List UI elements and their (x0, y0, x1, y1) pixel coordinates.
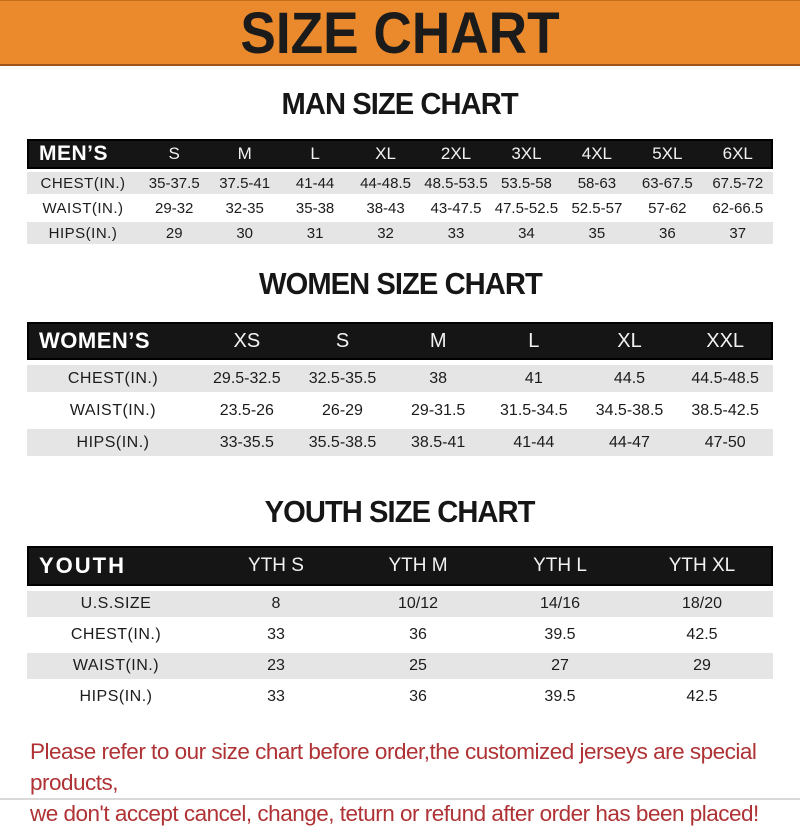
size-cell: 29-32 (155, 199, 194, 217)
size-cell: 38 (429, 369, 448, 387)
size-cell: 34.5-38.5 (595, 401, 664, 419)
size-cell: 29-31.5 (411, 401, 466, 419)
row-label: HIPS(IN.) (79, 688, 153, 705)
size-cell: 25 (409, 657, 427, 674)
size-cell: 39.5 (544, 626, 576, 643)
size-cell: 37 (729, 224, 747, 242)
youth-size-table (27, 546, 773, 710)
column-header: XL (375, 144, 396, 163)
size-cell: 32 (377, 224, 394, 242)
table-corner-label: MEN’S (39, 142, 109, 165)
size-cell: 34 (518, 224, 535, 242)
size-cell: 23 (267, 657, 285, 674)
banner-title: SIZE CHART (240, 0, 560, 66)
size-cell: 43-47.5 (430, 199, 482, 217)
column-header: YTH XL (668, 555, 736, 576)
man-section-title-text: MAN SIZE CHART (281, 86, 519, 121)
size-cell: 58-63 (577, 174, 617, 192)
row-label: HIPS(IN.) (48, 224, 118, 242)
column-header: 5XL (652, 144, 683, 163)
women-size-table (27, 322, 773, 456)
size-cell: 47.5-52.5 (494, 199, 559, 217)
column-header: M (237, 144, 252, 163)
column-header: M (429, 329, 447, 352)
size-cell: 33 (267, 626, 285, 643)
table-corner-label: WOMEN’S (39, 328, 151, 353)
size-cell: 32-35 (225, 199, 264, 217)
size-cell: 36 (409, 626, 427, 643)
man-section-title (0, 86, 800, 122)
table-row (27, 684, 773, 710)
table-row (27, 429, 773, 456)
row-label: CHEST(IN.) (40, 174, 126, 192)
size-cell: 39.5 (544, 688, 576, 705)
column-header: 6XL (722, 144, 753, 163)
size-cell: 44-47 (609, 433, 650, 451)
size-cell: 67.5-72 (712, 174, 764, 192)
size-cell: 38.5-41 (411, 433, 466, 451)
column-header: XS (233, 329, 261, 352)
size-cell: 41 (524, 369, 543, 387)
size-cell: 29.5-32.5 (213, 369, 281, 387)
size-cell: 31.5-34.5 (500, 401, 568, 419)
order-disclaimer-line2: we don't accept cancel, change, teturn or refund after order has been placed! (30, 801, 759, 826)
size-cell: 35.5-38.5 (308, 433, 377, 451)
size-cell: 37.5-41 (219, 174, 271, 192)
row-label: WAIST(IN.) (72, 657, 160, 674)
size-cell: 42.5 (686, 626, 718, 643)
size-cell: 32.5-35.5 (308, 369, 377, 387)
column-header: 3XL (511, 144, 542, 163)
youth-section-title (0, 494, 800, 530)
column-header: YTH L (533, 555, 587, 576)
women-section-title (0, 266, 800, 302)
size-cell: 29 (693, 657, 711, 674)
size-cell: 57-62 (648, 199, 687, 217)
size-cell: 52.5-57 (571, 199, 623, 217)
size-cell: 30 (236, 224, 253, 242)
size-cell: 29 (165, 224, 183, 242)
table-header-row (27, 139, 773, 169)
column-header: XXL (706, 329, 745, 352)
size-cell: 35-37.5 (148, 174, 200, 192)
row-label: CHEST(IN.) (70, 626, 162, 643)
table-row (27, 172, 773, 194)
size-cell: 44.5 (613, 369, 646, 387)
size-cell: 8 (271, 595, 281, 612)
row-label: HIPS(IN.) (76, 433, 150, 451)
women-section-title-text: WOMEN SIZE CHART (258, 266, 542, 301)
table-row (27, 653, 773, 679)
size-cell: 41-44 (513, 433, 555, 451)
size-cell: 63-67.5 (641, 174, 693, 192)
size-cell: 53.5-58 (501, 174, 552, 192)
column-header: 4XL (581, 144, 612, 163)
column-header: S (335, 329, 350, 352)
size-cell: 41-44 (295, 174, 335, 192)
size-cell: 36 (409, 688, 427, 705)
table-header-row (27, 546, 773, 586)
column-header: 2XL (440, 144, 472, 163)
size-cell: 33-35.5 (219, 433, 274, 451)
column-header: S (168, 144, 180, 163)
table-header-row (27, 322, 773, 360)
column-header: YTH S (248, 555, 304, 576)
row-label: WAIST(IN.) (69, 401, 157, 419)
size-cell: 47-50 (704, 433, 746, 451)
size-cell: 23.5-26 (219, 401, 274, 419)
size-cell: 44.5-48.5 (691, 369, 759, 387)
column-header: L (528, 329, 540, 352)
size-chart-banner (0, 0, 800, 66)
size-cell: 35-38 (295, 199, 335, 217)
size-cell: 33 (267, 688, 285, 705)
size-cell: 38.5-42.5 (691, 401, 759, 419)
table-row (27, 591, 773, 617)
youth-section-title-text: YOUTH SIZE CHART (265, 494, 535, 529)
size-cell: 38-43 (366, 199, 405, 217)
table-row (27, 622, 773, 648)
size-cell: 36 (658, 224, 676, 242)
man-size-table (27, 139, 773, 244)
table-row (27, 197, 773, 219)
table-row (27, 397, 773, 424)
column-header: XL (617, 329, 642, 352)
size-cell: 35 (588, 224, 606, 242)
row-label: U.S.SIZE (80, 595, 152, 612)
column-header: L (310, 144, 320, 163)
row-label: CHEST(IN.) (67, 369, 159, 387)
size-cell: 10/12 (397, 595, 439, 612)
size-cell: 26-29 (322, 401, 363, 419)
order-disclaimer-line1: Please refer to our size chart before order,the customized jerseys are special products, (30, 739, 757, 795)
table-corner-label: YOUTH (39, 553, 126, 578)
column-header: YTH M (388, 555, 448, 576)
table-row (27, 222, 773, 244)
size-cell: 44-48.5 (360, 174, 411, 192)
row-label: WAIST(IN.) (42, 199, 124, 217)
table-row (27, 365, 773, 392)
size-cell: 18/20 (681, 595, 723, 612)
size-cell: 42.5 (686, 688, 718, 705)
size-cell: 48.5-53.5 (424, 174, 488, 192)
size-cell: 14/16 (539, 595, 581, 612)
order-disclaimer (30, 736, 790, 829)
size-cell: 62-66.5 (712, 199, 764, 217)
size-cell: 27 (551, 657, 569, 674)
size-cell: 33 (447, 224, 465, 242)
size-cell: 31 (306, 224, 324, 242)
